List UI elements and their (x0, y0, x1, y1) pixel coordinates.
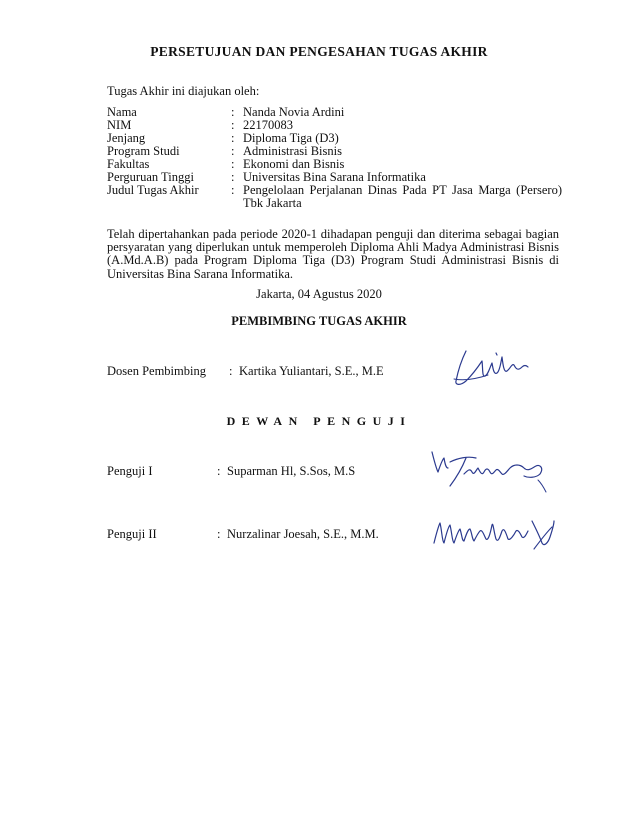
info-colon: : (231, 170, 235, 184)
info-label: Nama (107, 105, 137, 119)
info-label: Judul Tugas Akhir (107, 183, 199, 197)
penguji-2-label: Penguji II (107, 527, 157, 541)
pembimbing-colon: : (229, 364, 233, 378)
penguji-1-signature (428, 446, 550, 496)
approval-paragraph: Telah dipertahankan pada periode 2020-1 dihadapan penguji dan diterima sebagai bagian persyaratan yang diperlukan untuk memperoleh Diploma Ahli Madya Administrasi Bisnis (A.Md.A.B) pada Program Diploma Tiga (D3) Program Studi Administrasi Bisnis di Universitas Bina Sarana Informatika. (107, 227, 559, 281)
info-colon: : (231, 118, 235, 132)
info-row-judul (107, 184, 562, 210)
info-colon: : (231, 183, 235, 197)
page-title: PERSETUJUAN DAN PENGESAHAN TUGAS AKHIR (150, 44, 488, 59)
intro-text: Tugas Akhir ini diajukan oleh: (107, 84, 260, 98)
info-value: Nanda Novia Ardini (243, 105, 345, 119)
student-info-table (107, 106, 562, 210)
dewan-penguji-title: DEWAN PENGUJI (226, 414, 412, 428)
info-value: Pengelolaan Perjalanan Dinas Pada PT Jasa Marga (Persero) Tbk Jakarta (243, 183, 562, 210)
info-value: Ekonomi dan Bisnis (243, 157, 345, 171)
info-row-nama (107, 106, 562, 119)
info-colon: : (231, 144, 235, 158)
info-label: Program Studi (107, 144, 180, 158)
info-value: Administrasi Bisnis (243, 144, 342, 158)
info-value: Diploma Tiga (D3) (243, 131, 339, 145)
info-colon: : (231, 131, 235, 145)
penguji-1-row (107, 464, 407, 484)
pembimbing-row (107, 364, 407, 384)
info-value: Universitas Bina Sarana Informatika (243, 170, 426, 184)
penguji-1-label: Penguji I (107, 464, 153, 478)
info-label: Perguruan Tinggi (107, 170, 194, 184)
penguji-2-row (107, 527, 427, 547)
pembimbing-title: PEMBIMBING TUGAS AKHIR (231, 314, 407, 328)
info-label: Fakultas (107, 157, 150, 171)
pembimbing-signature (452, 345, 532, 391)
info-value: 22170083 (243, 118, 293, 132)
pembimbing-label: Dosen Pembimbing (107, 364, 206, 378)
info-label: NIM (107, 118, 132, 132)
penguji-2-signature (430, 513, 558, 555)
place-date: Jakarta, 04 Agustus 2020 (256, 287, 382, 301)
info-label: Jenjang (107, 131, 146, 145)
penguji-1-name: Suparman Hl, S.Sos, M.S (227, 464, 356, 478)
penguji-2-name: Nurzalinar Joesah, S.E., M.M. (227, 527, 379, 541)
penguji-1-colon: : (217, 464, 221, 478)
penguji-2-colon: : (217, 527, 221, 541)
info-colon: : (231, 157, 235, 171)
info-colon: : (231, 105, 235, 119)
pembimbing-name: Kartika Yuliantari, S.E., M.E (239, 364, 384, 378)
